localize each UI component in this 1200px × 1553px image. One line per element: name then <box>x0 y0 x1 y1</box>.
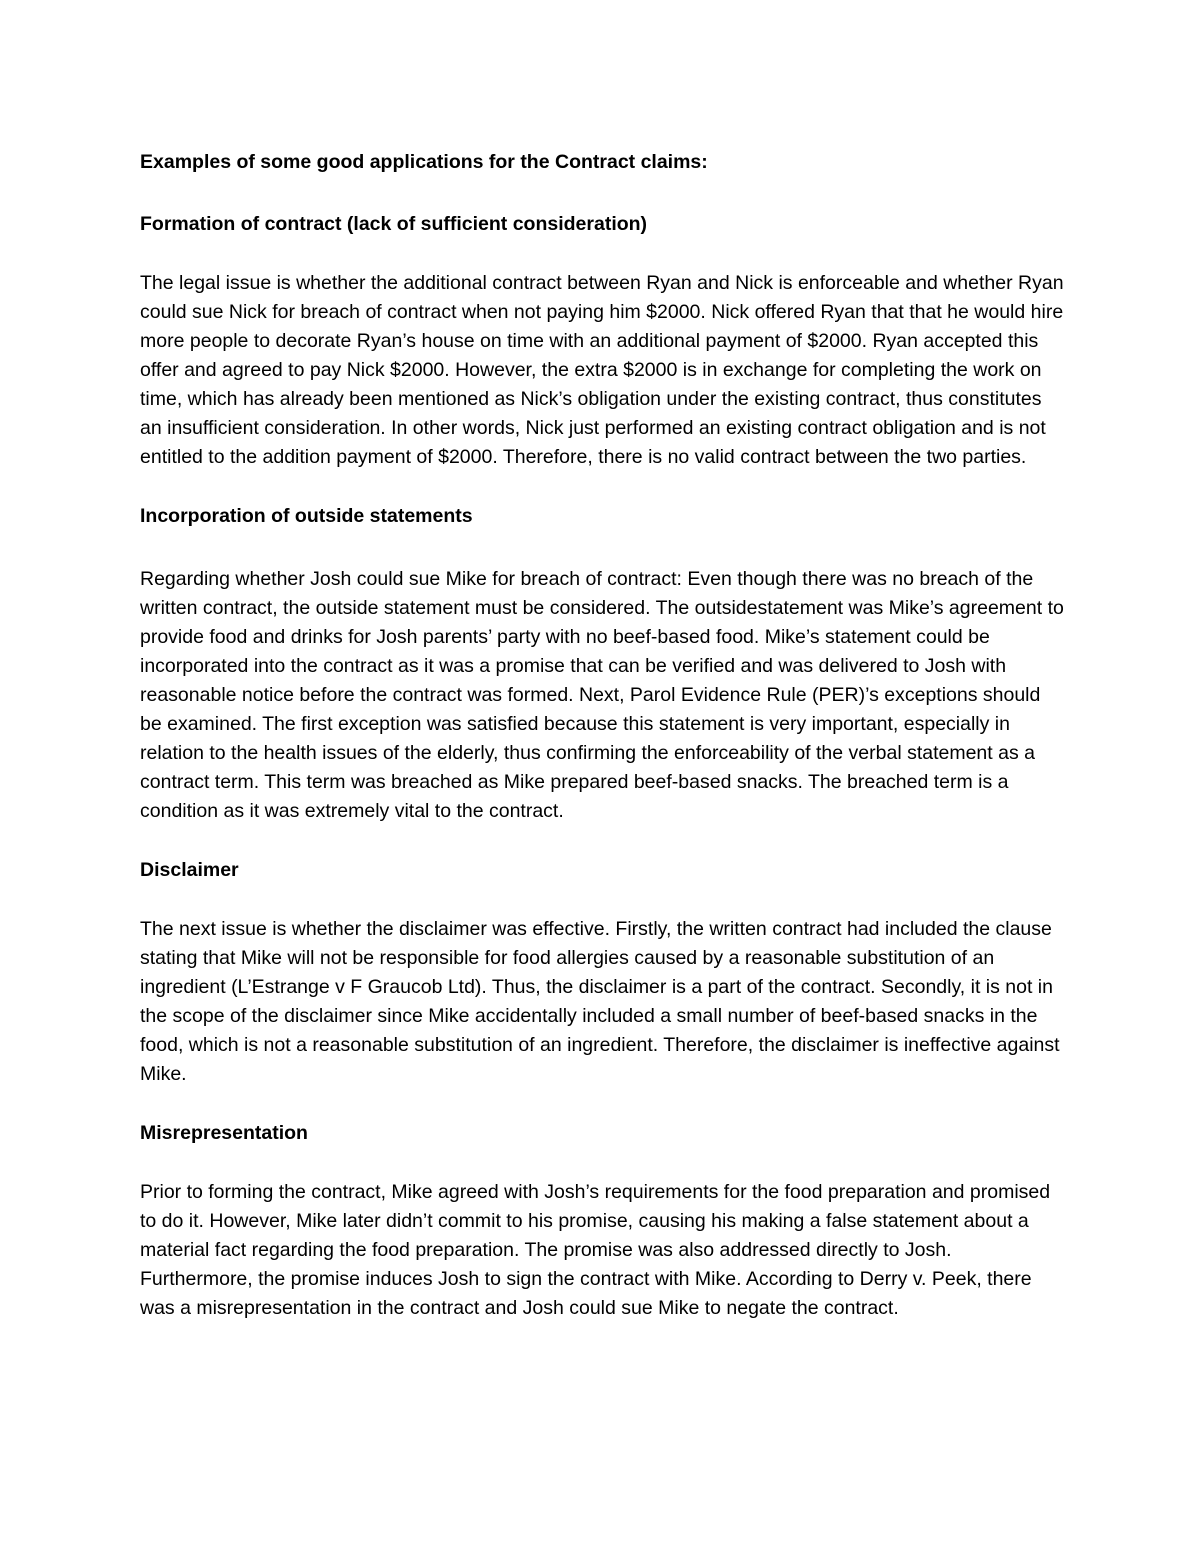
section-heading-disclaimer: Disclaimer <box>140 859 239 881</box>
document-page <box>140 148 1065 1353</box>
section-body-disclaimer: The next issue is whether the disclaimer was effective. Firstly, the written contract had included the clause stating that Mike will not be responsible for food allergies caused by a reasonable substitution of an ingredient (L’Estrange v F Graucob Ltd). Thus, the disclaimer is a part of the contract. Secondly, it is not in the scope of the disclaimer since Mike accidentally included a small number of beef-based snacks in the food, which is not a reasonable substitution of an ingredient. Therefore, the disclaimer is ineffective against Mike. <box>140 918 1060 1085</box>
section-body-misrepresentation: Prior to forming the contract, Mike agreed with Josh’s requirements for the food preparation and promised to do it. However, Mike later didn’t commit to his promise, causing his making a false statement about a material fact regarding the food preparation. The promise was also addressed directly to Josh. Furthermore, the promise induces Josh to sign the contract with Mike. According to Derry v. Peek, there was a misrepresentation in the contract and Josh could sue Mike to negate the contract. <box>140 1181 1051 1319</box>
section-heading-formation: Formation of contract (lack of sufficient consideration) <box>140 213 648 235</box>
section-body-formation: The legal issue is whether the additional contract between Ryan and Nick is enforceable and whether Ryan could sue Nick for breach of contract when not paying him $2000. Nick offered Ryan that that he would hire more people to decorate Ryan’s house on time with an additional payment of $2000. Ryan accepted this offer and agreed to pay Nick $2000. However, the extra $2000 is in exchange for completing the work on time, which has already been mentioned as Nick’s obligation under the existing contract, thus constitutes an insufficient consideration. In other words, Nick just performed an existing contract obligation and is not entitled to the addition payment of $2000. Therefore, there is no valid contract between the two parties. <box>140 272 1064 468</box>
section-heading-misrepresentation: Misrepresentation <box>140 1122 308 1144</box>
section-body-incorporation: Regarding whether Josh could sue Mike for breach of contract: Even though there was no breach of the written contract, the outside statement must be considered. The outsidestatement was Mike’s agreement to provide food and drinks for Josh parents’ party with no beef-based food. Mike’s statement could be incorporated into the contract as it was a promise that can be verified and was delivered to Josh with reasonable notice before the contract was formed. Next, Parol Evidence Rule (PER)’s exceptions should be examined. The first exception was satisfied because this statement is very important, especially in relation to the health issues of the elderly, thus confirming the enforceability of the verbal statement as a contract term. This term was breached as Mike prepared beef-based snacks. The breached term is a condition as it was extremely vital to the contract. <box>140 568 1064 822</box>
section-heading-incorporation: Incorporation of outside statements <box>140 505 473 527</box>
document-title: Examples of some good applications for the Contract claims: <box>140 151 708 173</box>
